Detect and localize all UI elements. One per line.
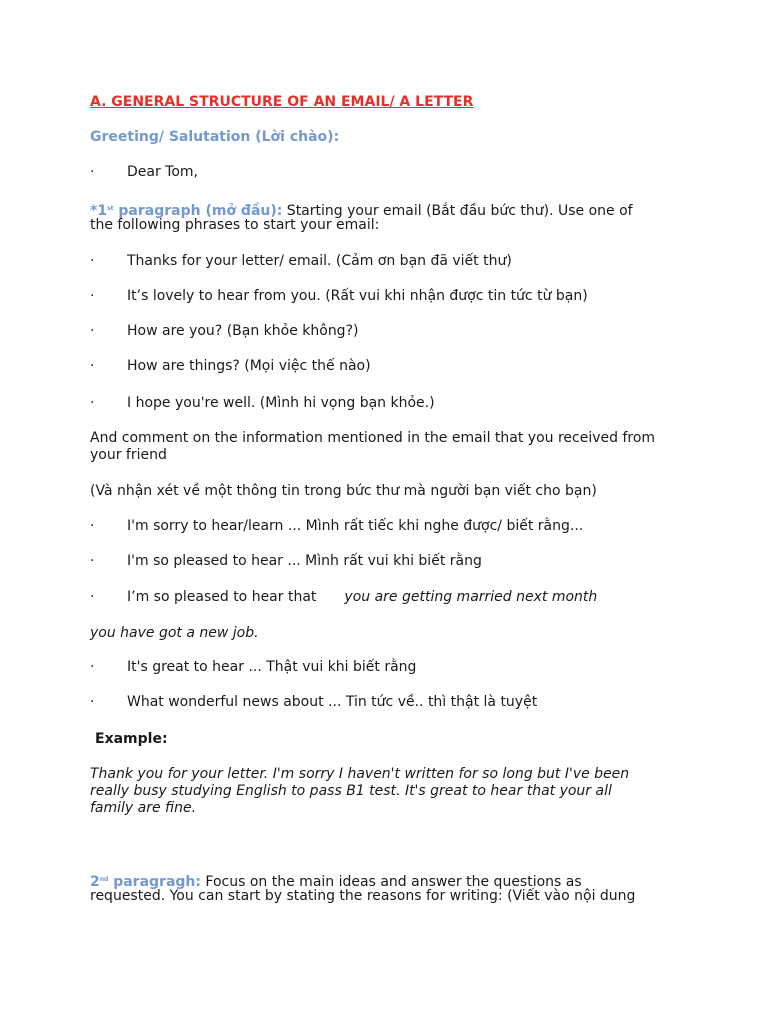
comment-text-1: And comment on the information mentioned in the email that you received from: [90, 430, 656, 446]
paragraph-1-label: *1st paragraph (mở đầu):: [90, 203, 283, 219]
section-title: A. GENERAL STRUCTURE OF AN EMAIL/ A LETTER: [90, 94, 474, 110]
paragraph-1-text-2: the following phrases to start your email:: [90, 217, 380, 233]
example-phrase-2: you have got a new job.: [90, 625, 259, 641]
list-item: · How are things? (Mọi việc thế nào): [90, 358, 371, 374]
example-label: Example:: [95, 731, 168, 747]
comment-translation: (Và nhận xét về một thông tin trong bức thư mà người bạn viết cho bạn): [90, 483, 597, 499]
list-item: · What wonderful news about ... Tin tức về.. thì thật là tuyệt: [90, 694, 538, 710]
example-phrase: you are getting married next month: [344, 589, 598, 605]
list-item: · I'm sorry to hear/learn ... Mình rất tiếc khi nghe được/ biết rằng...: [90, 518, 584, 534]
greeting-example: Dear Tom,: [127, 164, 199, 180]
example-text-2: really busy studying English to pass B1 test. It's great to hear that your all: [90, 783, 612, 799]
list-item: · I'm so pleased to hear ... Mình rất vui khi biết rằng: [90, 553, 482, 569]
paragraph-2-text: Focus on the main ideas and answer the questions as: [200, 874, 582, 890]
list-item: [90, 164, 198, 181]
bullet: ·: [90, 164, 95, 180]
example-text-1: Thank you for your letter. I'm sorry I haven't written for so long but I've been: [90, 766, 630, 782]
list-item: · Thanks for your letter/ email. (Cảm ơn bạn đã viết thư): [90, 253, 512, 269]
paragraph-1-text: Starting your email (Bắt đầu bức thư). Use one of: [282, 203, 633, 219]
list-item: · I hope you're well. (Mình hi vọng bạn khỏe.): [90, 395, 435, 411]
comment-text-2: your friend: [90, 447, 167, 463]
list-item: · How are you? (Bạn khỏe không?): [90, 323, 359, 339]
example-text-3: family are fine.: [90, 800, 197, 816]
list-item: · It's great to hear ... Thật vui khi biết rằng: [90, 659, 417, 675]
paragraph-2-text-2: requested. You can start by stating the reasons for writing: (Viết vào nội dung: [90, 888, 636, 904]
list-item: · It’s lovely to hear from you. (Rất vui khi nhận được tin tức từ bạn): [90, 288, 588, 304]
list-item: · I’m so pleased to hear that you are getting married next month: [90, 589, 598, 605]
greeting-heading: Greeting/ Salutation (Lời chào):: [90, 129, 340, 145]
paragraph-2-label: 2nd paragragh:: [90, 874, 201, 890]
